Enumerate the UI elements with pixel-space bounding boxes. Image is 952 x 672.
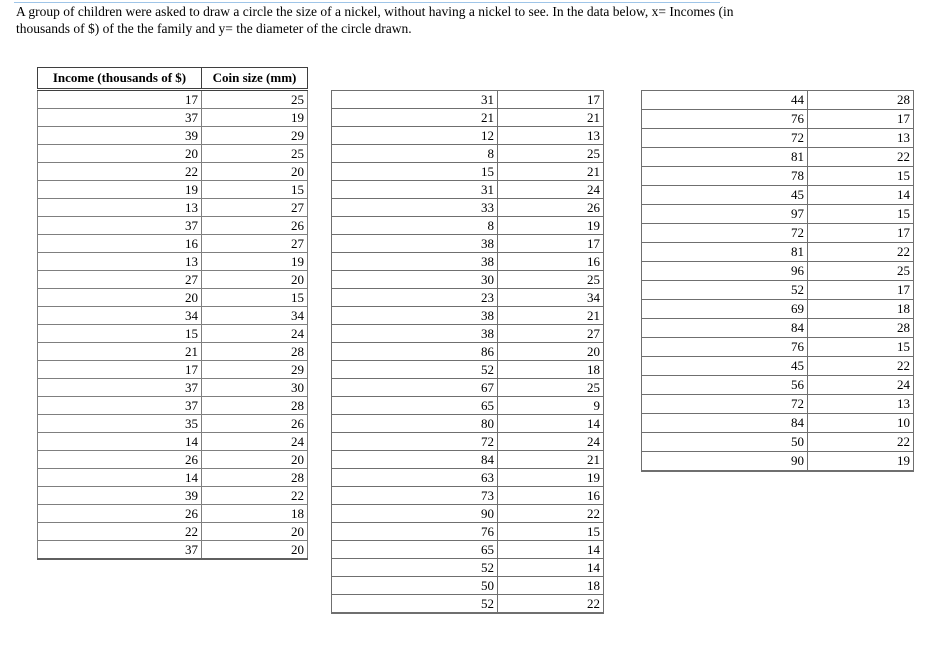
coin-size-cell: 14: [498, 559, 604, 577]
table-row: [642, 186, 914, 205]
income-cell: 23: [332, 289, 498, 307]
table-row: [38, 343, 308, 361]
table-row: [332, 217, 604, 235]
table-row: [38, 415, 308, 433]
income-cell: 13: [38, 199, 202, 217]
income-cell: 97: [642, 205, 808, 224]
table-row: [38, 541, 308, 560]
coin-size-cell: 22: [808, 433, 914, 452]
table-row: [642, 167, 914, 186]
table-row: [332, 145, 604, 163]
coin-size-cell: 16: [498, 253, 604, 271]
table-row: [38, 397, 308, 415]
income-cell: 14: [38, 433, 202, 451]
coin-size-cell: 27: [202, 199, 308, 217]
coin-size-cell: 21: [498, 109, 604, 127]
table-row: [332, 253, 604, 271]
table-row: [332, 289, 604, 307]
table-row: [642, 205, 914, 224]
table-row: [38, 487, 308, 505]
income-cell: 52: [642, 281, 808, 300]
coin-size-cell: 20: [498, 343, 604, 361]
coin-size-cell: 25: [498, 379, 604, 397]
income-cell: 81: [642, 148, 808, 167]
table-row: [332, 307, 604, 325]
table-row: [38, 505, 308, 523]
table-row: [38, 289, 308, 307]
income-cell: 84: [642, 319, 808, 338]
income-cell: 22: [38, 163, 202, 181]
income-cell: 37: [38, 541, 202, 560]
coin-size-cell: 19: [498, 469, 604, 487]
income-cell: 26: [38, 505, 202, 523]
coin-size-cell: 34: [498, 289, 604, 307]
table-row: [332, 181, 604, 199]
table-row: [38, 361, 308, 379]
income-cell: 15: [332, 163, 498, 181]
coin-size-cell: 20: [202, 271, 308, 289]
income-cell: 31: [332, 181, 498, 199]
coin-size-cell: 19: [498, 217, 604, 235]
coin-size-cell: 34: [202, 307, 308, 325]
header-coin-size: Coin size (mm): [202, 68, 308, 90]
income-cell: 39: [38, 487, 202, 505]
income-cell: 84: [642, 414, 808, 433]
income-cell: 76: [642, 110, 808, 129]
income-cell: 50: [332, 577, 498, 595]
coin-size-cell: 26: [498, 199, 604, 217]
table-row: [642, 338, 914, 357]
coin-size-cell: 18: [498, 361, 604, 379]
coin-size-cell: 13: [498, 127, 604, 145]
coin-size-cell: 25: [498, 145, 604, 163]
table-row: [332, 397, 604, 415]
table-row: [332, 541, 604, 559]
income-cell: 72: [642, 395, 808, 414]
income-cell: 81: [642, 243, 808, 262]
table-row: [642, 414, 914, 433]
coin-size-cell: 9: [498, 397, 604, 415]
income-cell: 76: [642, 338, 808, 357]
table-row: [332, 109, 604, 127]
data-table-1: [37, 67, 308, 560]
table-row: [642, 357, 914, 376]
income-cell: 8: [332, 217, 498, 235]
income-cell: 67: [332, 379, 498, 397]
income-cell: 13: [38, 253, 202, 271]
coin-size-cell: 24: [202, 433, 308, 451]
income-cell: 26: [38, 451, 202, 469]
table-row: [38, 217, 308, 235]
income-cell: 63: [332, 469, 498, 487]
coin-size-cell: 30: [202, 379, 308, 397]
income-cell: 69: [642, 300, 808, 319]
coin-size-cell: 20: [202, 451, 308, 469]
coin-size-cell: 24: [498, 181, 604, 199]
table-row: [642, 452, 914, 472]
coin-size-cell: 29: [202, 361, 308, 379]
table-row: [332, 91, 604, 109]
header-income: Income (thousands of $): [38, 68, 202, 90]
income-cell: 52: [332, 595, 498, 614]
income-cell: 38: [332, 325, 498, 343]
income-cell: 90: [332, 505, 498, 523]
coin-size-cell: 21: [498, 307, 604, 325]
table-row: [642, 224, 914, 243]
coin-size-cell: 19: [808, 452, 914, 472]
income-cell: 72: [642, 224, 808, 243]
coin-size-cell: 26: [202, 217, 308, 235]
table-row: [38, 307, 308, 325]
table-row: [38, 271, 308, 289]
coin-size-cell: 19: [202, 253, 308, 271]
table-row: [642, 129, 914, 148]
coin-size-cell: 17: [808, 110, 914, 129]
coin-size-cell: 18: [808, 300, 914, 319]
coin-size-cell: 28: [202, 469, 308, 487]
table-row: [332, 343, 604, 361]
table-row: [642, 376, 914, 395]
table-header-row: [38, 68, 308, 90]
income-cell: 21: [332, 109, 498, 127]
data-table-3: [641, 90, 914, 472]
table-row: [642, 262, 914, 281]
coin-size-cell: 18: [202, 505, 308, 523]
table-row: [38, 109, 308, 127]
coin-size-cell: 15: [202, 289, 308, 307]
coin-size-cell: 28: [808, 319, 914, 338]
table-row: [38, 199, 308, 217]
table-row: [38, 469, 308, 487]
income-cell: 65: [332, 397, 498, 415]
coin-size-cell: 15: [202, 181, 308, 199]
income-cell: 56: [642, 376, 808, 395]
coin-size-cell: 19: [202, 109, 308, 127]
table-row: [38, 325, 308, 343]
table-row: [332, 163, 604, 181]
table-row: [38, 145, 308, 163]
coin-size-cell: 25: [808, 262, 914, 281]
coin-size-cell: 22: [808, 243, 914, 262]
table-row: [332, 379, 604, 397]
income-cell: 16: [38, 235, 202, 253]
data-table-2: [331, 90, 604, 614]
coin-size-cell: 20: [202, 163, 308, 181]
coin-size-cell: 25: [202, 90, 308, 109]
income-cell: 17: [38, 361, 202, 379]
income-cell: 78: [642, 167, 808, 186]
coin-size-cell: 15: [498, 523, 604, 541]
coin-size-cell: 17: [808, 224, 914, 243]
coin-size-cell: 18: [498, 577, 604, 595]
coin-size-cell: 29: [202, 127, 308, 145]
table-row: [332, 433, 604, 451]
table-row: [38, 433, 308, 451]
table-row: [38, 235, 308, 253]
table-row: [332, 127, 604, 145]
income-cell: 45: [642, 186, 808, 205]
table-row: [332, 199, 604, 217]
table-row: [38, 90, 308, 109]
coin-size-cell: 22: [808, 357, 914, 376]
coin-size-cell: 17: [498, 235, 604, 253]
table-row: [642, 110, 914, 129]
table-row: [642, 281, 914, 300]
table-row: [332, 235, 604, 253]
income-cell: 37: [38, 217, 202, 235]
coin-size-cell: 27: [498, 325, 604, 343]
income-cell: 37: [38, 379, 202, 397]
income-cell: 20: [38, 145, 202, 163]
table-row: [38, 379, 308, 397]
income-cell: 35: [38, 415, 202, 433]
table-row: [38, 253, 308, 271]
income-cell: 31: [332, 91, 498, 109]
table-row: [38, 127, 308, 145]
income-cell: 15: [38, 325, 202, 343]
coin-size-cell: 21: [498, 451, 604, 469]
coin-size-cell: 22: [498, 505, 604, 523]
intro-text: A group of children were asked to draw a circle the size of a nickel, without having a nickel to see. In the data below, x= Incomes (in thousands of $) of the the family and y= the diameter of the circle drawn.: [16, 4, 734, 36]
coin-size-cell: 28: [202, 397, 308, 415]
coin-size-cell: 14: [808, 186, 914, 205]
income-cell: 52: [332, 559, 498, 577]
income-cell: 38: [332, 235, 498, 253]
income-cell: 96: [642, 262, 808, 281]
income-cell: 14: [38, 469, 202, 487]
table-row: [332, 451, 604, 469]
income-cell: 86: [332, 343, 498, 361]
coin-size-cell: 10: [808, 414, 914, 433]
table-row: [38, 163, 308, 181]
coin-size-cell: 15: [808, 167, 914, 186]
table-row: [332, 361, 604, 379]
coin-size-cell: 24: [498, 433, 604, 451]
income-cell: 17: [38, 90, 202, 109]
coin-size-cell: 22: [498, 595, 604, 614]
table-row: [38, 451, 308, 469]
table-row: [332, 469, 604, 487]
table-row: [332, 559, 604, 577]
table-row: [332, 577, 604, 595]
table-row: [332, 505, 604, 523]
coin-size-cell: 28: [808, 91, 914, 110]
income-cell: 52: [332, 361, 498, 379]
income-cell: 80: [332, 415, 498, 433]
income-cell: 50: [642, 433, 808, 452]
income-cell: 76: [332, 523, 498, 541]
income-cell: 27: [38, 271, 202, 289]
income-cell: 19: [38, 181, 202, 199]
table-row: [642, 433, 914, 452]
income-cell: 38: [332, 253, 498, 271]
coin-size-cell: 28: [202, 343, 308, 361]
coin-size-cell: 14: [498, 541, 604, 559]
income-cell: 90: [642, 452, 808, 472]
coin-size-cell: 22: [808, 148, 914, 167]
coin-size-cell: 22: [202, 487, 308, 505]
coin-size-cell: 27: [202, 235, 308, 253]
income-cell: 65: [332, 541, 498, 559]
income-cell: 38: [332, 307, 498, 325]
table-row: [642, 148, 914, 167]
income-cell: 37: [38, 109, 202, 127]
income-cell: 30: [332, 271, 498, 289]
table-row: [38, 523, 308, 541]
table-row: [38, 181, 308, 199]
table-row: [642, 395, 914, 414]
table-row: [332, 487, 604, 505]
income-cell: 33: [332, 199, 498, 217]
coin-size-cell: 25: [498, 271, 604, 289]
table-row: [642, 91, 914, 110]
income-cell: 22: [38, 523, 202, 541]
table-row: [332, 523, 604, 541]
coin-size-cell: 17: [498, 91, 604, 109]
coin-size-cell: 21: [498, 163, 604, 181]
coin-size-cell: 13: [808, 129, 914, 148]
income-cell: 34: [38, 307, 202, 325]
coin-size-cell: 15: [808, 338, 914, 357]
income-cell: 84: [332, 451, 498, 469]
coin-size-cell: 20: [202, 541, 308, 560]
income-cell: 8: [332, 145, 498, 163]
table-row: [332, 325, 604, 343]
income-cell: 73: [332, 487, 498, 505]
coin-size-cell: 25: [202, 145, 308, 163]
income-cell: 72: [642, 129, 808, 148]
table-row: [642, 300, 914, 319]
coin-size-cell: 24: [202, 325, 308, 343]
income-cell: 44: [642, 91, 808, 110]
table-row: [332, 271, 604, 289]
income-cell: 45: [642, 357, 808, 376]
income-cell: 21: [38, 343, 202, 361]
table-row: [642, 243, 914, 262]
coin-size-cell: 26: [202, 415, 308, 433]
table-row: [332, 595, 604, 614]
coin-size-cell: 24: [808, 376, 914, 395]
coin-size-cell: 13: [808, 395, 914, 414]
coin-size-cell: 20: [202, 523, 308, 541]
coin-size-cell: 17: [808, 281, 914, 300]
table-row: [642, 319, 914, 338]
coin-size-cell: 15: [808, 205, 914, 224]
coin-size-cell: 14: [498, 415, 604, 433]
coin-size-cell: 16: [498, 487, 604, 505]
income-cell: 12: [332, 127, 498, 145]
income-cell: 20: [38, 289, 202, 307]
table-row: [332, 415, 604, 433]
income-cell: 37: [38, 397, 202, 415]
income-cell: 72: [332, 433, 498, 451]
income-cell: 39: [38, 127, 202, 145]
